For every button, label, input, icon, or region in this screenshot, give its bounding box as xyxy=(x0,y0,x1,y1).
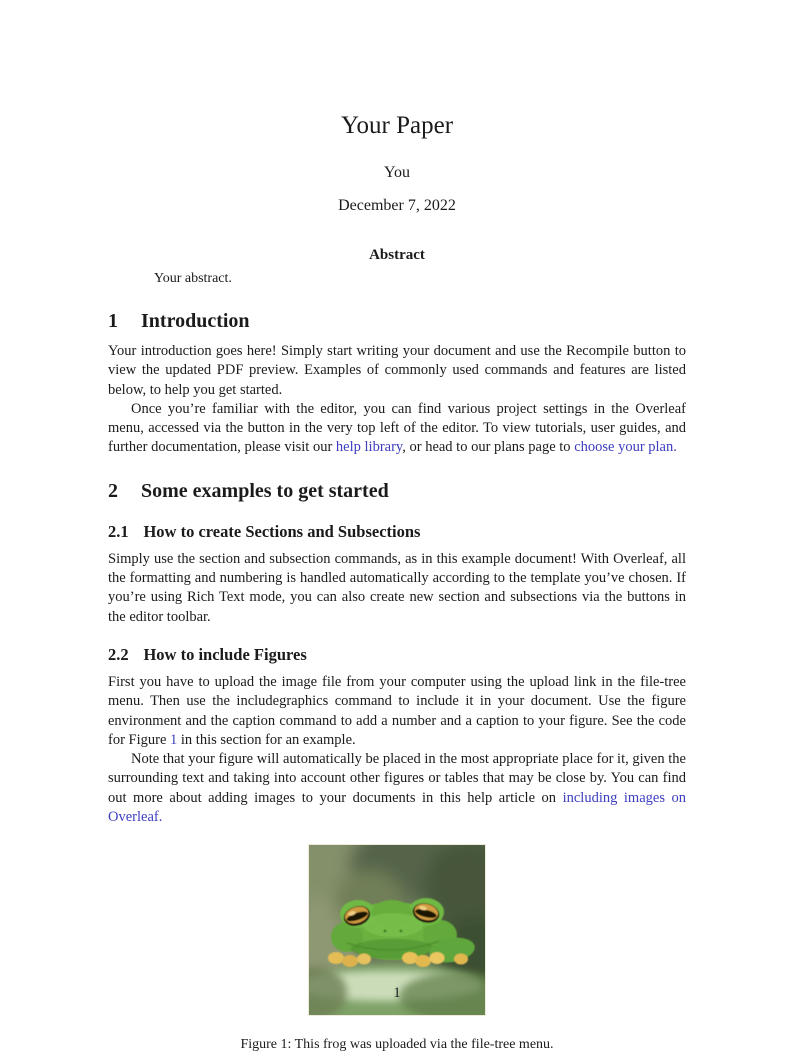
subsection-title: How to create Sections and Subsections xyxy=(143,521,421,541)
paragraph-text: , or head to our plans page to xyxy=(402,439,575,456)
figure-1-reference-link[interactable]: 1 xyxy=(170,731,178,748)
subsection-heading-figures xyxy=(108,644,686,665)
section-number: 2 xyxy=(108,479,118,502)
intro-paragraph-2 xyxy=(108,400,686,458)
sections-paragraph: Simply use the section and subsection commands, as in this example document! With Overleaf, all the formatting and numbering is handled automatically according to the template you’ve chosen. If you’re using Rich Text mode, you can also create new section and subsections via the buttons in the editor toolbar. xyxy=(108,550,686,625)
figure-1 xyxy=(108,844,686,1054)
choose-your-plan-link[interactable]: choose your plan. xyxy=(574,439,677,456)
subsection-heading-sections xyxy=(108,521,686,542)
page-number: 1 xyxy=(393,985,401,1001)
figures-paragraph-1 xyxy=(108,673,686,750)
section-heading-introduction xyxy=(108,308,686,334)
section-title: Some examples to get started xyxy=(141,479,389,502)
section-number: 1 xyxy=(108,310,118,332)
paragraph-text: Note that your figure will automatically be placed in the most appropriate place for it, given the surrounding text and taking into account other figures or tables that may be close by. You can find out more about adding images to your documents in this help article on xyxy=(108,751,686,806)
subsection-number: 2.2 xyxy=(108,644,129,664)
figures-paragraph-2 xyxy=(108,750,686,827)
paper-author: You xyxy=(384,164,410,181)
paper-date: December 7, 2022 xyxy=(338,197,456,214)
paragraph-text: in this section for an example. xyxy=(177,731,356,748)
paper-title: Your Paper xyxy=(340,112,454,139)
abstract-text: Your abstract. xyxy=(154,271,232,286)
subsection-number: 2.1 xyxy=(108,521,129,541)
including-images-link[interactable]: including images on Overleaf. xyxy=(108,789,687,826)
figure-caption: Figure 1: This frog was uploaded via the file-tree menu. xyxy=(240,1037,554,1053)
abstract-heading: Abstract xyxy=(369,247,425,263)
paragraph-text: First you have to upload the image file from your computer using the upload link in the file-tree menu. Then use the includegraphics command to include it in your document. Use the figure environment and the caption command to add a number and a caption to your figure. See the code for Figure xyxy=(108,673,686,748)
help-library-link[interactable]: help library xyxy=(335,439,403,456)
section-heading-examples xyxy=(108,478,686,504)
document-content xyxy=(108,0,686,1054)
intro-paragraph-1: Your introduction goes here! Simply start writing your document and use the Recompile button to view the updated PDF preview. Examples of commonly used commands and features are listed below, to help you get started. xyxy=(108,343,686,398)
paragraph-text: Once you’re familiar with the editor, you can find various project settings in the Overleaf menu, accessed via the button in the very top left of the editor. To view tutorials, user guides, and further documentation, please visit our xyxy=(108,400,686,456)
section-title: Introduction xyxy=(141,310,250,332)
subsection-title: How to include Figures xyxy=(143,644,307,664)
